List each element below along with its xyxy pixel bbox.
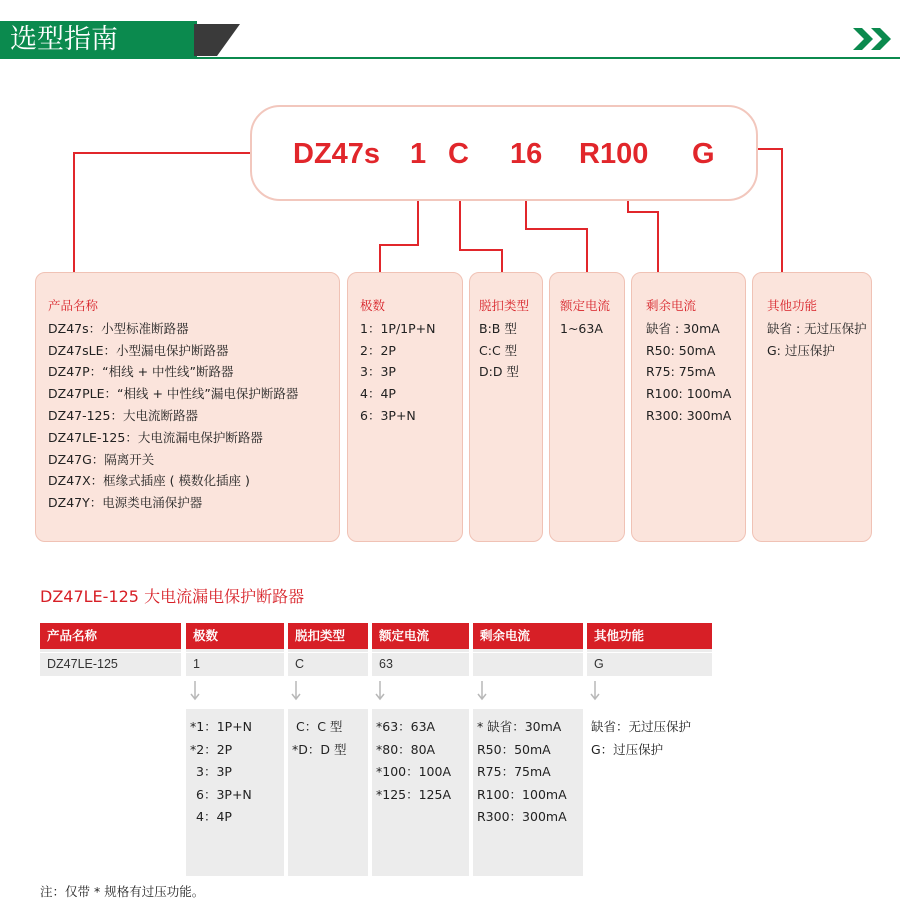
- options-other: [587, 709, 712, 876]
- option-item: *D：D 型: [292, 741, 347, 757]
- arrow-down-icon: [375, 681, 385, 701]
- box-product-name: [35, 272, 340, 542]
- box-line: 1：1P/1P+N: [360, 320, 436, 336]
- section-title: DZ47LE-125 大电流漏电保护断路器: [40, 587, 305, 606]
- options-current: [372, 709, 469, 876]
- table-header-current: 额定电流: [372, 623, 469, 649]
- box-line: 缺省 : 30mA: [646, 320, 720, 336]
- page-title: 选型指南: [10, 24, 118, 55]
- option-item: 缺省：无过压保护: [591, 719, 692, 734]
- box-line: C:C 型: [479, 342, 518, 358]
- box-line: 缺省 : 无过压保护: [767, 320, 867, 336]
- code-other: G: [692, 138, 715, 170]
- box-line: G: 过压保护: [767, 342, 835, 358]
- code-current: 16: [510, 138, 543, 170]
- table-value-name: DZ47LE-125: [40, 653, 181, 676]
- box-line: DZ47sLE：小型漏电保护断路器: [48, 342, 229, 358]
- box-title: 极数: [360, 298, 386, 313]
- option-item: * 缺省：30mA: [477, 719, 562, 734]
- box-line: R300: 300mA: [646, 407, 732, 423]
- box-line: R75: 75mA: [646, 364, 716, 380]
- box-line: 2：2P: [360, 342, 396, 358]
- box-title: 脱扣类型: [479, 298, 530, 313]
- option-item: *63：63A: [376, 719, 436, 734]
- box-line: D:D 型: [479, 364, 519, 380]
- box-title: 额定电流: [560, 298, 611, 313]
- footnote: 注：仅带 * 规格有过压功能。: [40, 884, 205, 899]
- option-item: R100：100mA: [477, 786, 567, 802]
- box-trip-type: [469, 272, 543, 542]
- table-header-other: 其他功能: [587, 623, 712, 649]
- option-item: R50：50mA: [477, 741, 551, 757]
- arrow-down-icon: [477, 681, 487, 701]
- code-series: DZ47s: [293, 138, 381, 170]
- table-value-trip: C: [288, 653, 368, 676]
- code-residual: R100: [579, 138, 649, 170]
- option-item: *100：100A: [376, 764, 452, 779]
- option-item: *80：80A: [376, 741, 436, 757]
- box-other-functions: [752, 272, 872, 542]
- box-title: 其他功能: [767, 298, 818, 313]
- box-line: B:B 型: [479, 320, 517, 336]
- option-item: C：C 型: [296, 719, 343, 734]
- arrow-down-icon: [291, 681, 301, 701]
- table-header-name: 产品名称: [40, 623, 181, 649]
- option-item: 4：4P: [196, 809, 232, 824]
- option-item: G：过压保护: [591, 741, 664, 757]
- box-title: 产品名称: [48, 298, 99, 313]
- table-value-current: 63: [372, 653, 469, 676]
- box-line: DZ47PLE：“相线 + 中性线”漏电保护断路器: [48, 386, 299, 402]
- option-item: R75：75mA: [477, 764, 551, 779]
- option-item: *1：1P+N: [190, 719, 253, 734]
- box-poles: [347, 272, 463, 542]
- code-trip: C: [448, 138, 469, 170]
- table-value-residual: [473, 653, 583, 676]
- box-line: 1~63A: [560, 320, 603, 336]
- table-header-trip: 脱扣类型: [288, 623, 368, 649]
- option-item: *2：2P: [190, 741, 233, 757]
- option-item: R300：300mA: [477, 809, 567, 824]
- box-line: 4：4P: [360, 386, 396, 402]
- box-line: DZ47X：框缘式插座 ( 模数化插座 ): [48, 473, 250, 489]
- options-poles: [186, 709, 284, 876]
- box-residual-current: [631, 272, 746, 542]
- box-line: DZ47LE-125：大电流漏电保护断路器: [48, 429, 263, 445]
- box-title: 剩余电流: [646, 298, 697, 313]
- table-value-poles: 1: [186, 653, 284, 676]
- arrow-down-icon: [190, 681, 200, 701]
- options-trip: [288, 709, 368, 876]
- box-line: DZ47G：隔离开关: [48, 451, 155, 467]
- table-value-other: G: [587, 653, 712, 676]
- box-line: DZ47-125：大电流断路器: [48, 407, 198, 423]
- option-item: *125：125A: [376, 786, 452, 802]
- box-line: DZ47P：“相线 + 中性线”断路器: [48, 364, 234, 380]
- table-header-poles: 极数: [186, 623, 284, 649]
- option-item: 3：3P: [196, 764, 232, 779]
- table-header-residual: 剩余电流: [473, 623, 583, 649]
- box-line: 3：3P: [360, 364, 396, 380]
- option-item: 6：3P+N: [196, 786, 252, 802]
- options-residual: [473, 709, 583, 876]
- box-rated-current: [549, 272, 625, 542]
- code-poles: 1: [410, 138, 427, 170]
- box-line: DZ47Y：电源类电涌保护器: [48, 495, 203, 511]
- box-line: R100: 100mA: [646, 386, 732, 402]
- box-line: 6：3P+N: [360, 407, 416, 423]
- arrow-down-icon: [590, 681, 600, 701]
- box-line: DZ47s：小型标准断路器: [48, 320, 189, 336]
- box-line: R50: 50mA: [646, 342, 716, 358]
